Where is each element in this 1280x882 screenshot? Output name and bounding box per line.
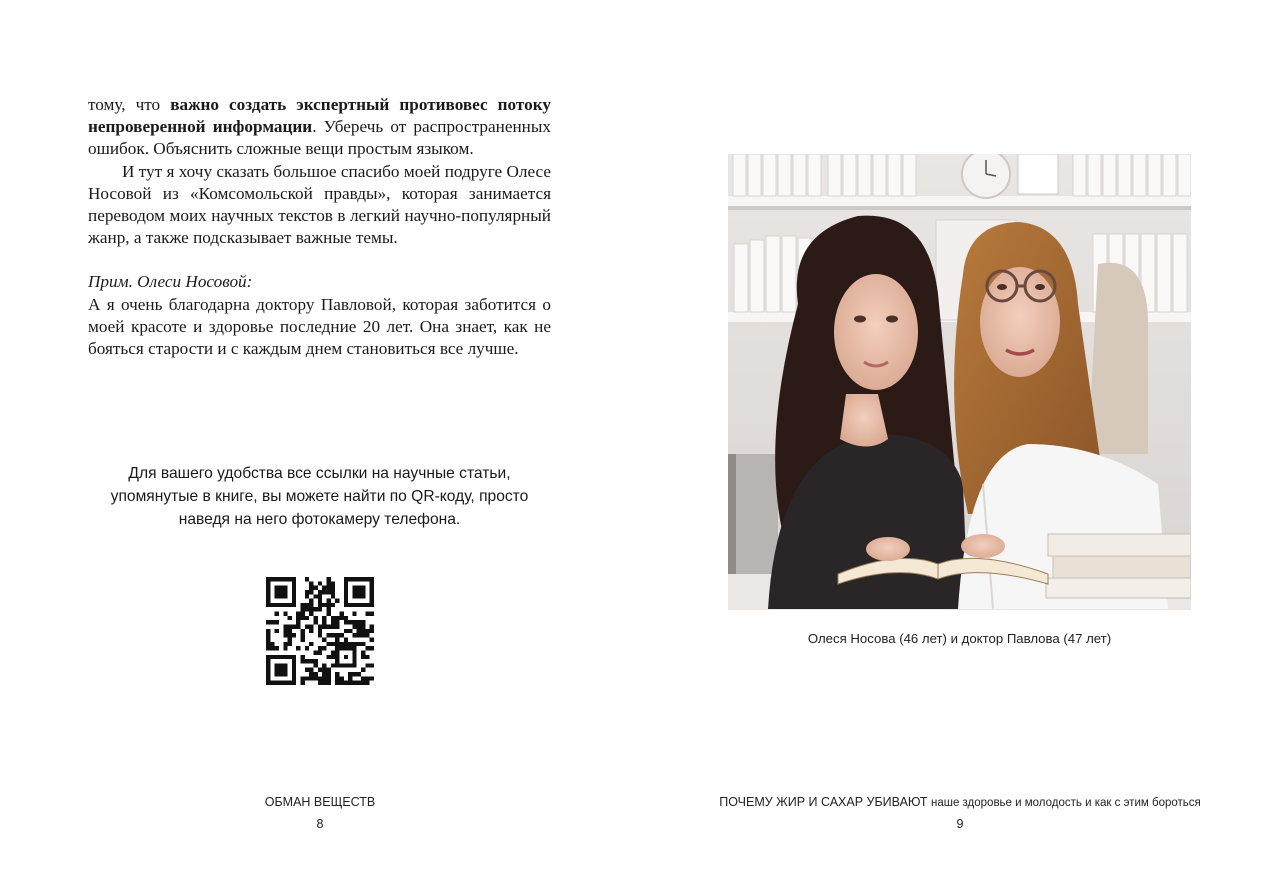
footer-subtitle-caps: ПОЧЕМУ ЖИР И САХАР УБИВАЮТ xyxy=(719,795,928,809)
page-number-left: 8 xyxy=(316,817,324,831)
qr-code-icon[interactable] xyxy=(266,577,374,685)
right-page xyxy=(640,0,1280,882)
paragraph-2: И тут я хочу сказать большое спасибо моей подруге Олесе Носовой из «Комсомольской правды», которая занимается переводом моих научных текстов в легкий научно-популярный жанр, а также подсказывает важные темы. xyxy=(88,161,551,248)
page-number-right: 9 xyxy=(956,817,964,831)
paragraph-1-end: . Уберечь от распространенных ошибок. Объяснить сложные вещи простым языком. xyxy=(88,117,551,159)
note-body: А я очень благодарна доктору Павловой, которая заботится о моей красоте и здоровье последние 20 лет. Она знает, как не бояться старости и с каждым днем становиться все лучше. xyxy=(88,294,551,359)
footer-book-subtitle xyxy=(700,795,1220,809)
paragraph-1 xyxy=(88,94,551,161)
paragraph-1-start: тому, что xyxy=(88,95,171,114)
photo-caption: Олеся Носова (46 лет) и доктор Павлова (47 лет) xyxy=(807,631,1112,646)
footer-subtitle-rest: наше здоровье и молодость и как с этим бороться xyxy=(930,797,1201,809)
paragraph-1-bold: важно создать экспертный противовес потоку непроверенной информации xyxy=(88,95,551,137)
footer-book-title: ОБМАН ВЕЩЕСТВ xyxy=(264,795,376,809)
note-title: Прим. Олеси Носовой: xyxy=(88,272,253,292)
body-text xyxy=(88,94,551,360)
qr-note: Для вашего удобства все ссылки на научные статьи, упомянутые в книге, вы можете найти по QR-коду, просто наведя на него фотокамеру телефона. xyxy=(110,465,529,528)
photo xyxy=(728,154,1191,610)
